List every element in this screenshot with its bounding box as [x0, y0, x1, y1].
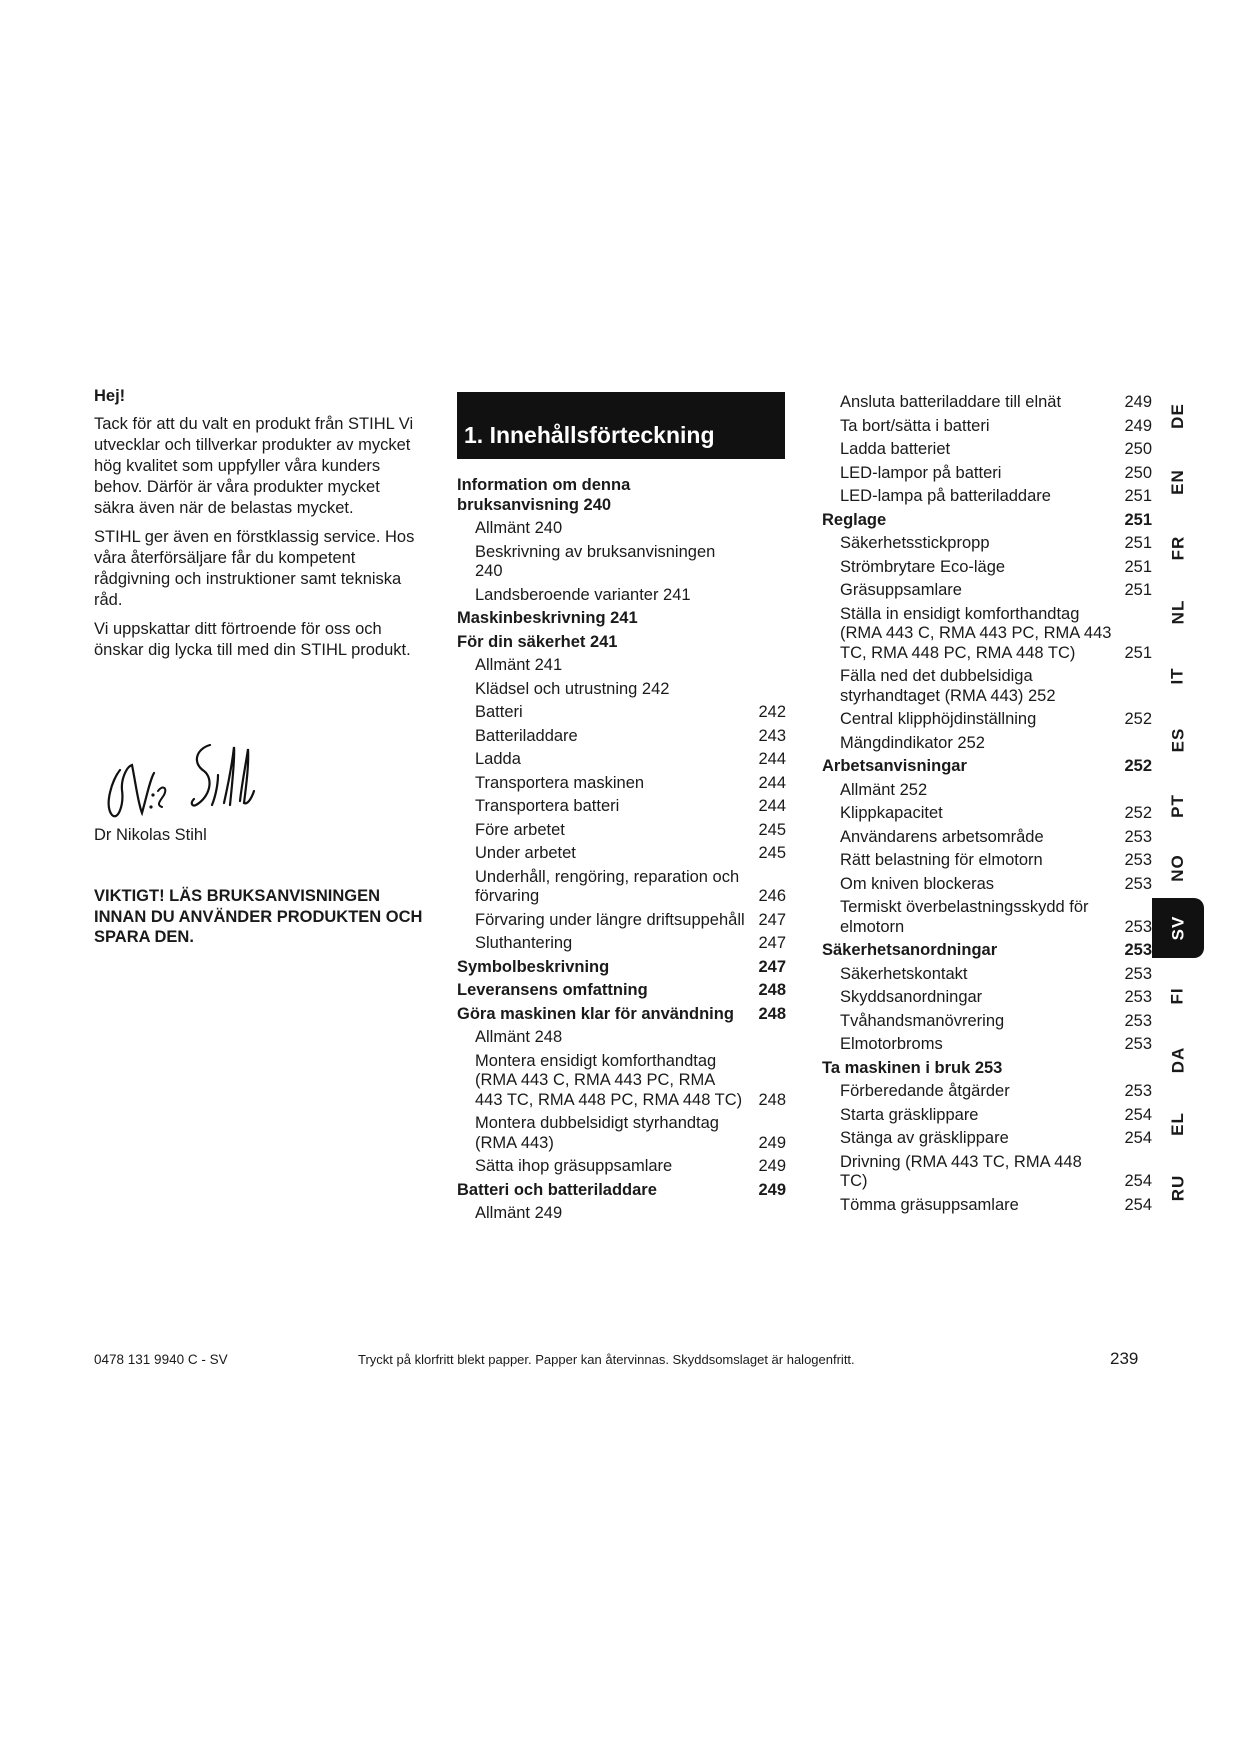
toc-entry-page: 247: [758, 910, 786, 929]
toc-entry-title: Ställa in ensidigt komforthandtag (RMA 443 C, RMA 443 PC, RMA 443 TC, RMA 448 PC, RMA 448 TC): [840, 604, 1112, 662]
language-code: NO: [1168, 854, 1187, 882]
intro-paragraph: STIHL ger även en förstklassig service. Hos våra återförsäljare får du kompetent rådgivning och instruktioner samt tekniska råd.: [94, 528, 415, 609]
toc-entry[interactable]: [822, 802, 1152, 826]
toc-entry-title: Klippkapacitet: [840, 804, 943, 822]
toc-entry-page: 247: [758, 957, 786, 976]
toc-entry-page: 251: [1124, 557, 1152, 576]
toc-entry[interactable]: [822, 532, 1152, 556]
toc-entry-title: Ansluta batteriladdare till elnät: [840, 393, 1062, 411]
toc-entry[interactable]: [822, 873, 1152, 897]
document-code: 0478 131 9940 C - SV: [94, 1352, 228, 1367]
toc-entry[interactable]: [457, 866, 786, 909]
language-tab-da[interactable]: [1152, 1030, 1204, 1090]
language-tab-el[interactable]: [1152, 1094, 1204, 1154]
toc-entry-page: 252: [1124, 804, 1152, 822]
toc-entry-page: 253: [1124, 874, 1152, 893]
toc-entry-page: 253: [1124, 964, 1152, 983]
toc-entry-title: Förberedande åtgärder: [840, 1082, 1010, 1100]
toc-entry-title: Tömma gräsuppsamlare: [840, 1195, 1019, 1214]
language-tab-sv[interactable]: [1152, 898, 1204, 958]
toc-entry-page: 244: [758, 797, 786, 815]
toc-entry[interactable]: [822, 665, 1152, 708]
language-code: FR: [1167, 535, 1187, 561]
toc-entry-title: Allmänt 249: [475, 1204, 563, 1222]
toc-entry-page: 253: [1124, 917, 1152, 936]
language-code: RU: [1168, 1174, 1187, 1202]
toc-entry-title: För din säkerhet 241: [457, 632, 618, 651]
toc-entry-title: Sätta ihop gräsuppsamlare: [475, 1157, 673, 1175]
toc-entry[interactable]: [457, 701, 786, 725]
toc-entry-page: 253: [1124, 941, 1152, 959]
toc-entry[interactable]: [822, 556, 1152, 580]
language-tab-es[interactable]: [1152, 710, 1204, 770]
toc-section[interactable]: [822, 509, 1152, 533]
toc-entry-page: 251: [1124, 510, 1152, 529]
page-number: 239: [1110, 1349, 1139, 1368]
toc-entry-title: LED-lampa på batteriladdare: [840, 487, 1051, 505]
toc-entry-title: Rätt belastning för elmotorn: [840, 851, 1043, 869]
toc-entry[interactable]: [822, 1194, 1152, 1218]
toc-entry-title: Starta gräsklippare: [840, 1105, 979, 1124]
toc-entry[interactable]: [457, 725, 786, 749]
toc-section[interactable]: [457, 474, 786, 517]
greeting: Hej!: [94, 387, 126, 405]
toc-entry-title: Elmotorbroms: [840, 1035, 943, 1053]
toc-entry[interactable]: [457, 932, 786, 956]
toc-entry[interactable]: [457, 1202, 786, 1226]
toc-entry[interactable]: [822, 438, 1152, 462]
toc-entry-title: Gräsuppsamlare: [840, 581, 962, 599]
toc-entry-page: 251: [1124, 581, 1152, 599]
toc-entry-title: Göra maskinen klar för användning: [457, 1004, 734, 1023]
toc-entry[interactable]: [457, 1112, 786, 1155]
language-code: DE: [1168, 403, 1187, 429]
toc-section[interactable]: [822, 755, 1152, 779]
important-notice: VIKTIGT! LÄS BRUKSANVISNINGEN INNAN DU ANVÄNDER PRODUKTEN OCH SPARA DEN.: [94, 887, 423, 946]
toc-entry-page: 248: [758, 981, 786, 999]
toc-entry[interactable]: [822, 1080, 1152, 1104]
language-tab-it[interactable]: [1152, 646, 1204, 706]
toc-entry[interactable]: [822, 826, 1152, 850]
toc-entry-title: Landsberoende varianter 241: [475, 585, 691, 604]
toc-entry-title: Symbolbeskrivning: [457, 957, 610, 976]
intro-paragraph: Vi uppskattar ditt förtroende för oss och önskar dig lycka till med din STIHL produkt.: [94, 620, 411, 659]
language-tab-ru[interactable]: [1152, 1158, 1204, 1218]
toc-entry-page: 253: [1124, 827, 1152, 846]
toc-entry-title: Maskinbeskrivning 241: [457, 609, 638, 627]
toc-entry[interactable]: [822, 896, 1152, 939]
toc-entry-title: LED-lampor på batteri: [840, 463, 1002, 482]
toc-entry-title: Allmänt 241: [475, 656, 563, 674]
toc-entry-title: Förvaring under längre driftsuppehåll: [475, 910, 745, 929]
toc-entry-title: Fälla ned det dubbelsidiga styrhandtaget (RMA 443) 252: [840, 667, 1056, 705]
toc-entry-title: Strömbrytare Eco-läge: [840, 557, 1006, 576]
toc-section[interactable]: [822, 1057, 1152, 1081]
language-code: NL: [1167, 599, 1187, 625]
toc-section[interactable]: [822, 939, 1152, 963]
toc-entry-page: 249: [758, 1133, 786, 1152]
toc-entry-page: 249: [1124, 416, 1152, 435]
toc-entry-title: Central klipphöjdinställning: [840, 710, 1037, 728]
toc-entry[interactable]: [457, 541, 786, 584]
toc-entry-page: 254: [1124, 1195, 1152, 1214]
toc-entry-page: 253: [1124, 1011, 1152, 1030]
toc-entry-page: 251: [1124, 643, 1152, 662]
toc-entry-title: Drivning (RMA 443 TC, RMA 448 TC): [840, 1152, 1082, 1190]
toc-entry[interactable]: [822, 1151, 1152, 1194]
toc-entry-title: Allmänt 252: [840, 780, 928, 799]
toc-entry[interactable]: [457, 909, 786, 933]
toc-entry-title: Mängdindikator 252: [840, 733, 985, 752]
toc-entry-title: Användarens arbetsområde: [840, 827, 1044, 846]
toc-entry-page: 245: [758, 820, 786, 839]
language-tab-fr[interactable]: [1152, 518, 1204, 578]
toc-entry-page: 244: [758, 750, 786, 768]
toc-entry[interactable]: [822, 1033, 1152, 1057]
toc-entry-title: Batteri och batteriladdare: [457, 1180, 657, 1199]
toc-entry-page: 251: [1124, 487, 1152, 505]
language-code: SV: [1168, 915, 1187, 941]
language-tab-de[interactable]: [1152, 386, 1204, 446]
toc-entry[interactable]: [822, 1010, 1152, 1034]
toc-entry-title: Beskrivning av bruksanvisningen 240: [475, 542, 716, 580]
toc-entry-title: Säkerhetsanordningar: [822, 941, 998, 959]
toc-entry-title: Allmänt 240: [475, 519, 563, 537]
language-code: EN: [1168, 469, 1187, 495]
language-tab-no[interactable]: [1152, 838, 1204, 898]
toc-entry-title: Före arbetet: [475, 820, 565, 839]
toc-section[interactable]: [457, 1179, 786, 1203]
toc-entry[interactable]: [822, 708, 1152, 732]
toc-entry-title: Batteriladdare: [475, 726, 578, 745]
paper-note: Tryckt på klorfritt blekt papper. Papper kan återvinnas. Skyddsomslaget är halogenfritt.: [358, 1352, 855, 1367]
toc-entry-title: Montera dubbelsidigt styrhandtag (RMA 443): [475, 1114, 719, 1152]
toc-section[interactable]: [457, 979, 786, 1003]
toc-entry-page: 248: [758, 1004, 786, 1023]
toc-entry-page: 253: [1124, 988, 1152, 1006]
language-code: ES: [1168, 727, 1187, 753]
toc-entry-page: 250: [1124, 463, 1152, 482]
toc-entry[interactable]: [822, 779, 1152, 803]
language-code: PT: [1167, 794, 1187, 818]
toc-entry-page: 252: [1124, 757, 1152, 775]
toc-entry[interactable]: [457, 842, 786, 866]
language-code: IT: [1167, 667, 1187, 685]
language-code: DA: [1168, 1046, 1187, 1074]
toc-entry[interactable]: [822, 415, 1152, 439]
toc-entry-page: 244: [758, 773, 786, 792]
toc-entry-page: 254: [1124, 1129, 1152, 1147]
toc-entry-title: Information om denna bruksanvisning 240: [457, 476, 631, 514]
toc-entry-title: Om kniven blockeras: [840, 874, 995, 893]
toc-entry[interactable]: [822, 986, 1152, 1010]
toc-entry-page: 247: [758, 934, 786, 952]
toc-section[interactable]: [457, 1003, 786, 1027]
toc-entry[interactable]: [457, 772, 786, 796]
toc-entry-title: Skyddsanordningar: [840, 988, 983, 1006]
toc-entry[interactable]: [457, 1050, 786, 1113]
language-tabs: [1152, 386, 1204, 1226]
toc-entry[interactable]: [457, 654, 786, 678]
toc-entry-title: Tvåhandsmanövrering: [840, 1011, 1005, 1030]
toc-entry-title: Under arbetet: [475, 844, 576, 862]
toc-entry[interactable]: [822, 391, 1152, 415]
toc-entry[interactable]: [822, 485, 1152, 509]
toc-entry-title: Sluthantering: [475, 934, 573, 952]
toc-entry-page: 245: [758, 844, 786, 862]
toc-entry-page: 253: [1124, 1035, 1152, 1053]
toc-entry-page: 246: [758, 887, 786, 905]
toc-entry[interactable]: [822, 603, 1152, 666]
toc-entry[interactable]: [457, 1026, 786, 1050]
toc-section[interactable]: [457, 607, 786, 631]
toc-entry-title: Reglage: [822, 510, 887, 529]
toc-section[interactable]: [457, 956, 786, 980]
toc-column-2: [822, 391, 1152, 1217]
toc-entry-title: Ta maskinen i bruk 253: [822, 1058, 1003, 1077]
language-tab-fi[interactable]: [1152, 966, 1204, 1026]
signature-image: [92, 735, 262, 825]
toc-entry-page: 251: [1124, 534, 1152, 552]
toc-entry-title: Ladda batteriet: [840, 440, 951, 458]
toc-entry-title: Termiskt överbelastningsskydd för elmotorn: [840, 898, 1089, 936]
toc-entry-title: Ladda: [475, 750, 521, 768]
toc-entry[interactable]: [457, 795, 786, 819]
toc-entry-page: 248: [758, 1090, 786, 1109]
language-code: EL: [1167, 1112, 1187, 1136]
toc-entry[interactable]: [457, 584, 786, 608]
toc-entry-page: 253: [1124, 1082, 1152, 1100]
toc-entry[interactable]: [822, 732, 1152, 756]
toc-entry[interactable]: [822, 849, 1152, 873]
toc-entry-page: 249: [758, 1180, 786, 1199]
toc-entry-title: Stänga av gräsklippare: [840, 1129, 1009, 1147]
toc-entry-title: Säkerhetsstickpropp: [840, 534, 990, 552]
toc-column-1: [457, 474, 786, 1226]
toc-heading-text: 1. Innehållsförteckning: [464, 422, 715, 448]
toc-entry-title: Transportera batteri: [475, 797, 620, 815]
toc-entry-title: Leveransens omfattning: [457, 981, 648, 999]
toc-entry-title: Arbetsanvisningar: [822, 757, 967, 775]
toc-entry[interactable]: [457, 517, 786, 541]
signer-name: Dr Nikolas Stihl: [94, 826, 207, 844]
toc-entry-page: 249: [758, 1157, 786, 1175]
toc-entry-title: Montera ensidigt komforthandtag (RMA 443 C, RMA 443 PC, RMA 443 TC, RMA 448 PC, RMA 448 TC): [475, 1051, 743, 1109]
toc-entry-page: 253: [1124, 851, 1152, 869]
toc-entry[interactable]: [457, 1155, 786, 1179]
toc-entry[interactable]: [822, 963, 1152, 987]
intro-paragraph: Tack för att du valt en produkt från STIHL Vi utvecklar och tillverkar produkter av mycket hög kvalitet som uppfyller våra kunders behov. Därför är våra produkter mycket säkra även när de belastas mycket.: [94, 415, 414, 517]
toc-entry-title: Säkerhetskontakt: [840, 964, 968, 983]
toc-entry[interactable]: [822, 1104, 1152, 1128]
toc-entry-title: Transportera maskinen: [475, 773, 645, 792]
toc-entry-page: 252: [1124, 710, 1152, 728]
toc-entry-page: 250: [1124, 440, 1152, 458]
toc-entry-title: Klädsel och utrustning 242: [475, 679, 670, 698]
language-tab-nl[interactable]: [1152, 582, 1204, 642]
toc-entry[interactable]: [822, 1127, 1152, 1151]
toc-section[interactable]: [457, 631, 786, 655]
language-tab-en[interactable]: [1152, 452, 1204, 512]
toc-entry-title: Underhåll, rengöring, reparation och förvaring: [475, 867, 740, 905]
toc-entry[interactable]: [457, 678, 786, 702]
language-tab-pt[interactable]: [1152, 776, 1204, 836]
intro-section: [94, 386, 424, 669]
toc-entry-page: 243: [758, 726, 786, 745]
toc-entry[interactable]: [822, 462, 1152, 486]
toc-heading: [457, 392, 785, 459]
toc-entry[interactable]: [457, 748, 786, 772]
toc-entry[interactable]: [457, 819, 786, 843]
toc-entry[interactable]: [822, 579, 1152, 603]
toc-entry-page: 254: [1124, 1105, 1152, 1124]
toc-entry-page: 254: [1124, 1172, 1152, 1190]
language-code: FI: [1167, 987, 1187, 1005]
toc-entry-page: 249: [1124, 393, 1152, 411]
toc-entry-title: Batteri: [475, 703, 523, 721]
toc-entry-title: Allmänt 248: [475, 1028, 563, 1046]
toc-entry-page: 242: [758, 703, 786, 721]
toc-entry-title: Ta bort/sätta i batteri: [840, 416, 990, 435]
